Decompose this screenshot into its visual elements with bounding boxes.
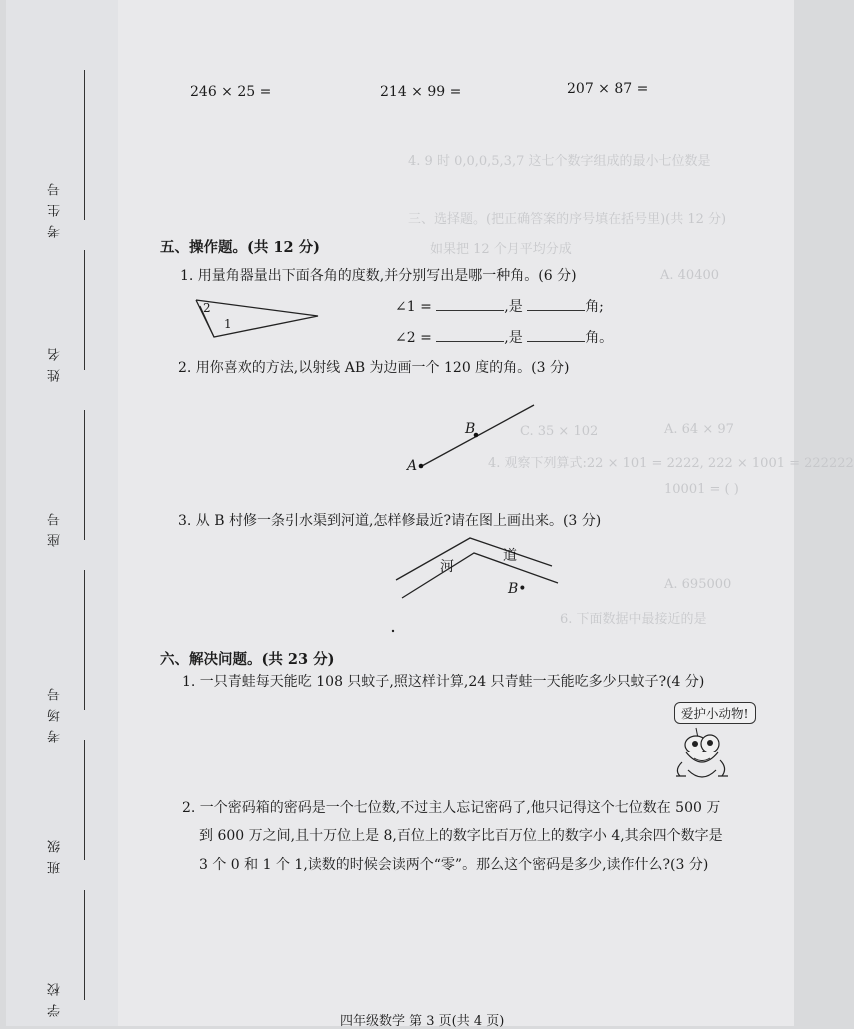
bleed-text: 4. 9 时 0,0,0,5,3,7 这七个数字组成的最小七位数是	[408, 154, 711, 169]
bleed-text: 10001 = ( )	[664, 482, 739, 497]
frog-mascot	[668, 700, 758, 790]
frog-icon	[668, 700, 758, 790]
river-label: 道	[503, 548, 517, 564]
angle-figure	[196, 300, 318, 337]
question-text: 2. 用你喜欢的方法,以射线 AB 为边画一个 120 度的角。(3 分)	[178, 360, 570, 376]
question-text: 1. 一只青蛙每天能吃 108 只蚊子,照这样计算,24 只青蛙一天能吃多少只蚊子?(4 分)	[182, 674, 705, 690]
bleed-text: A. 64 × 97	[664, 422, 734, 437]
suffix: 角。	[585, 330, 614, 346]
angle1-prefix: ∠1 =	[395, 299, 432, 315]
label-seat: 座号	[48, 505, 63, 547]
bleed-text: A. 40400	[660, 268, 720, 283]
question-text: 3 个 0 和 1 个 1,读数的时候会读两个“零”。那么这个密码是多少,读作什么?(3 分)	[199, 857, 709, 873]
calc-expression: 246 × 25 =	[190, 84, 272, 100]
page-footer: 四年级数学 第 3 页(共 4 页)	[340, 1014, 505, 1029]
stray-dot	[392, 630, 394, 632]
bleed-text: 如果把 12 个月平均分成	[430, 242, 572, 257]
river-bank-upper	[396, 538, 552, 580]
angle2-prefix: ∠2 =	[395, 330, 432, 346]
angle-label-1: 1	[224, 317, 232, 331]
calc-expression: 207 × 87 =	[567, 81, 649, 97]
point-b-label: B	[465, 421, 476, 437]
bleed-text: A. 695000	[664, 577, 732, 592]
section-heading: 五、操作题。(共 12 分)	[160, 239, 320, 256]
point-a-dot	[419, 464, 424, 469]
blank-degree-2[interactable]	[436, 341, 504, 342]
question-text: 1. 用量角器量出下面各角的度数,并分别写出是哪一种角。(6 分)	[180, 268, 577, 284]
suffix: 角;	[585, 299, 604, 315]
section-heading: 六、解决问题。(共 23 分)	[160, 651, 335, 668]
question-text: 2. 一个密码箱的密码是一个七位数,不过主人忘记密码了,他只记得这个七位数在 500 万	[182, 800, 721, 816]
bleed-text: C. 35 × 102	[520, 424, 599, 439]
blank-type-2[interactable]	[527, 341, 585, 342]
label-exam-room: 考场号	[48, 680, 63, 743]
calc-expression: 214 × 99 =	[380, 84, 462, 100]
bleed-text: 6. 下面数据中最接近的是	[560, 612, 707, 627]
is-word: ,是	[504, 330, 523, 346]
river-label: 河	[440, 559, 454, 575]
point-a-label: A	[407, 458, 418, 474]
question-text: 3. 从 B 村修一条引水渠到河道,怎样修最近?请在图上画出来。(3 分)	[178, 513, 602, 529]
village-b-label: B•	[508, 581, 527, 597]
bleed-text: 三、选择题。(把正确答案的序号填在括号里)(共 12 分)	[408, 212, 727, 227]
question-text: 到 600 万之间,且十万位上是 8,百位上的数字比百万位上的数字小 4,其余四个数字是	[199, 828, 723, 844]
bleed-text: 4. 观察下列算式:22 × 101 = 2222, 222 × 1001 = 222222	[488, 456, 854, 471]
answer-line-angle1	[395, 296, 604, 316]
answer-line-angle2	[395, 327, 613, 347]
angle-label-2: 2	[203, 301, 211, 315]
speech-bubble: 爱护小动物!	[674, 702, 756, 724]
label-name: 姓名	[48, 340, 63, 382]
blank-type-1[interactable]	[527, 310, 585, 311]
is-word: ,是	[504, 299, 523, 315]
label-class: 班级	[48, 832, 63, 874]
label-exam-number: 考生号	[48, 175, 63, 238]
label-school: 学校	[48, 975, 63, 1017]
blank-degree-1[interactable]	[436, 310, 504, 311]
